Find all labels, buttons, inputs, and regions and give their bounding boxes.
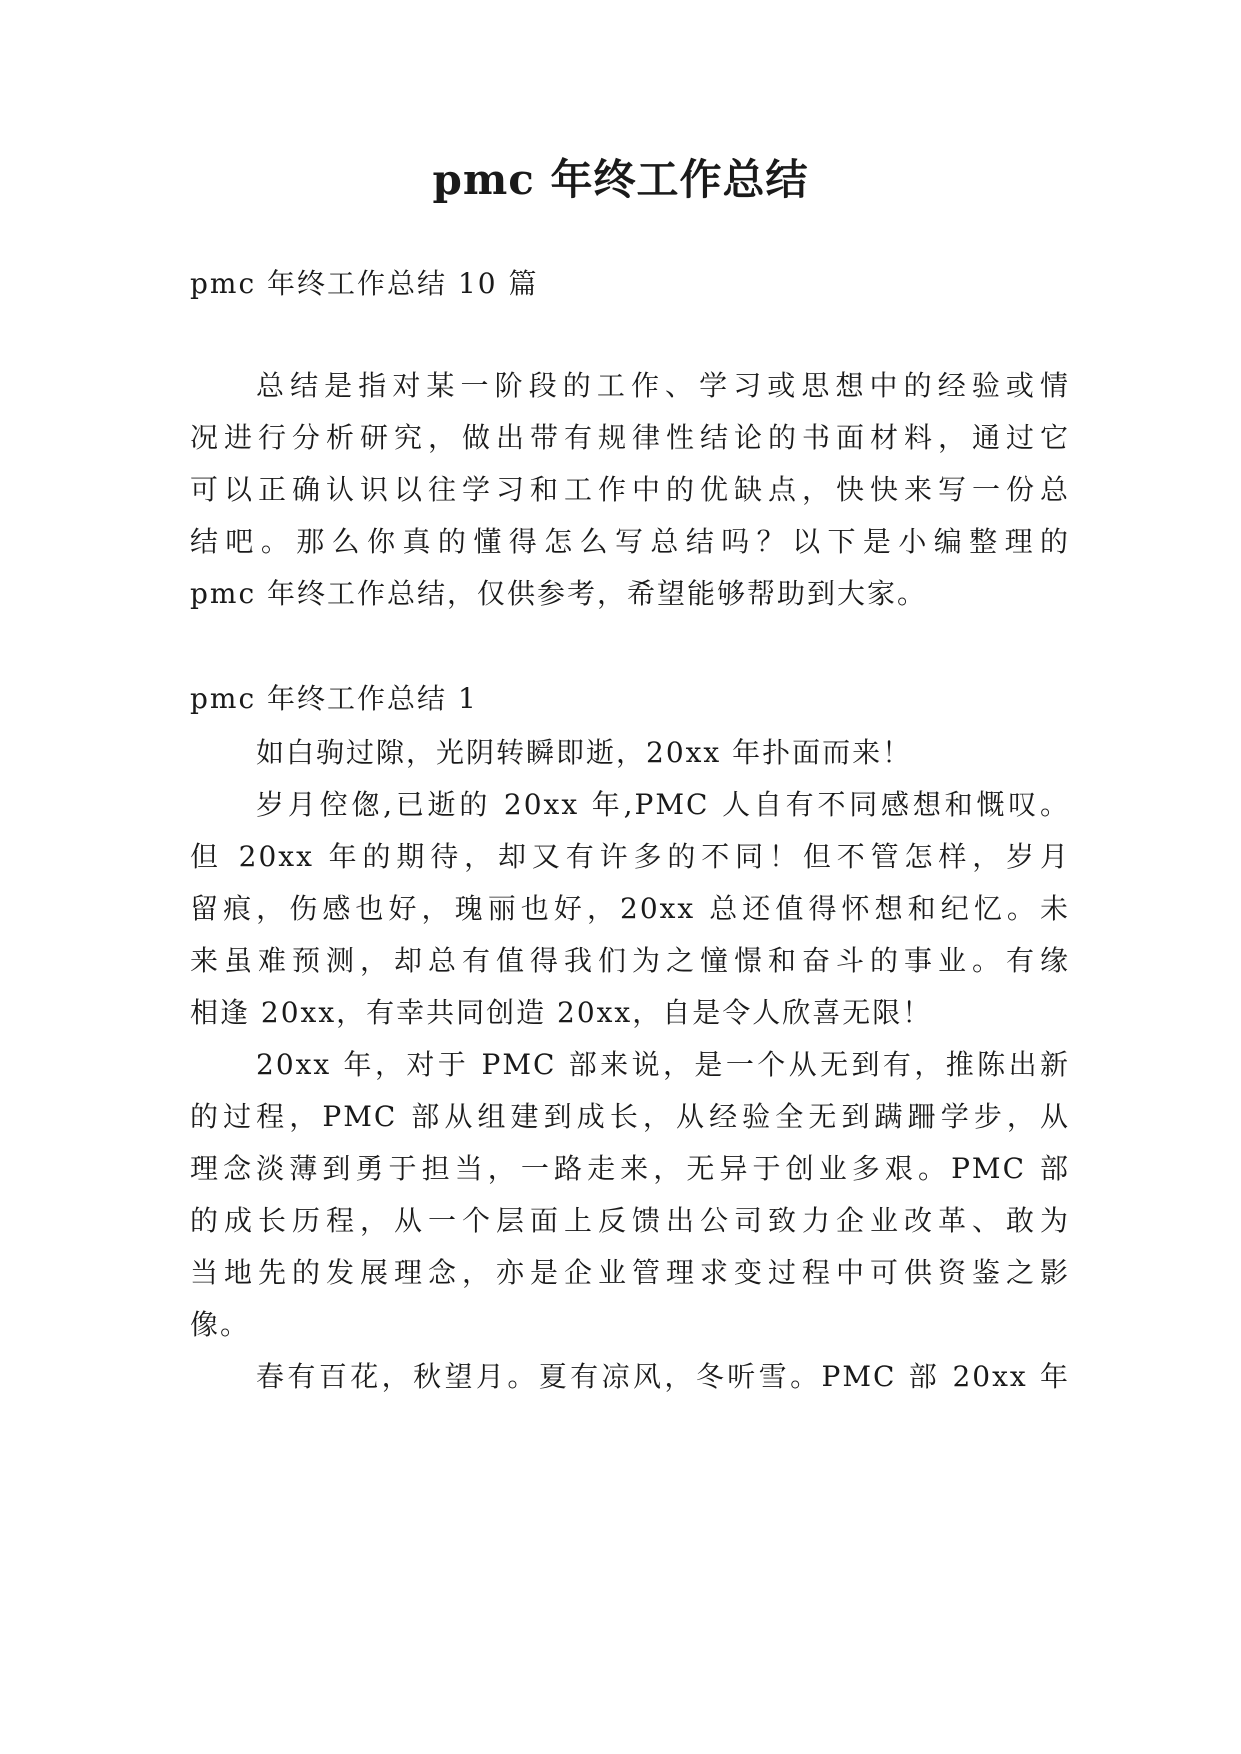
paragraph-line: 岁月倥偬,已逝的 20xx 年,PMC 人自有不同感想和慨叹。 [256,788,1070,821]
document-subtitle: pmc 年终工作总结 10 篇 [190,267,539,300]
paragraph-line: 像。 [190,1308,251,1341]
intro-line: 可以正确认识以往学习和工作中的优缺点，快快来写一份总 [190,473,1070,506]
paragraph-line: 当地先的发展理念，亦是企业管理求变过程中可供资鉴之影 [190,1256,1070,1289]
paragraph-line: 的成长历程，从一个层面上反馈出公司致力企业改革、敢为 [190,1204,1070,1237]
paragraph-line: 20xx 年，对于 PMC 部来说，是一个从无到有，推陈出新 [256,1048,1070,1081]
intro-line: 结吧。那么你真的懂得怎么写总结吗？以下是小编整理的 [190,525,1070,558]
intro-line: pmc 年终工作总结，仅供参考，希望能够帮助到大家。 [190,577,928,610]
intro-line: 总结是指对某一阶段的工作、学习或思想中的经验或情 [256,369,1070,402]
paragraph-line: 春有百花，秋望月。夏有凉风，冬听雪。PMC 部 20xx 年 [256,1360,1070,1393]
paragraph-line: 来虽难预测，却总有值得我们为之憧憬和奋斗的事业。有缘 [190,944,1070,977]
section-heading: pmc 年终工作总结 1 [190,682,478,715]
document-title: pmc 年终工作总结 [432,155,809,204]
paragraph-line: 的过程，PMC 部从组建到成长，从经验全无到蹒跚学步，从 [190,1100,1070,1133]
paragraph-line: 如白驹过隙，光阴转瞬即逝，20xx 年扑面而来！ [256,736,913,769]
paragraph-line: 但 20xx 年的期待，却又有许多的不同！但不管怎样，岁月 [190,840,1070,873]
intro-line: 况进行分析研究，做出带有规律性结论的书面材料，通过它 [190,421,1070,454]
paragraph-line: 留痕，伤感也好，瑰丽也好，20xx 总还值得怀想和纪忆。未 [190,892,1070,925]
paragraph-line: 相逢 20xx，有幸共同创造 20xx，自是令人欣喜无限！ [190,996,933,1029]
paragraph-line: 理念淡薄到勇于担当，一路走来，无异于创业多艰。PMC 部 [190,1152,1070,1185]
